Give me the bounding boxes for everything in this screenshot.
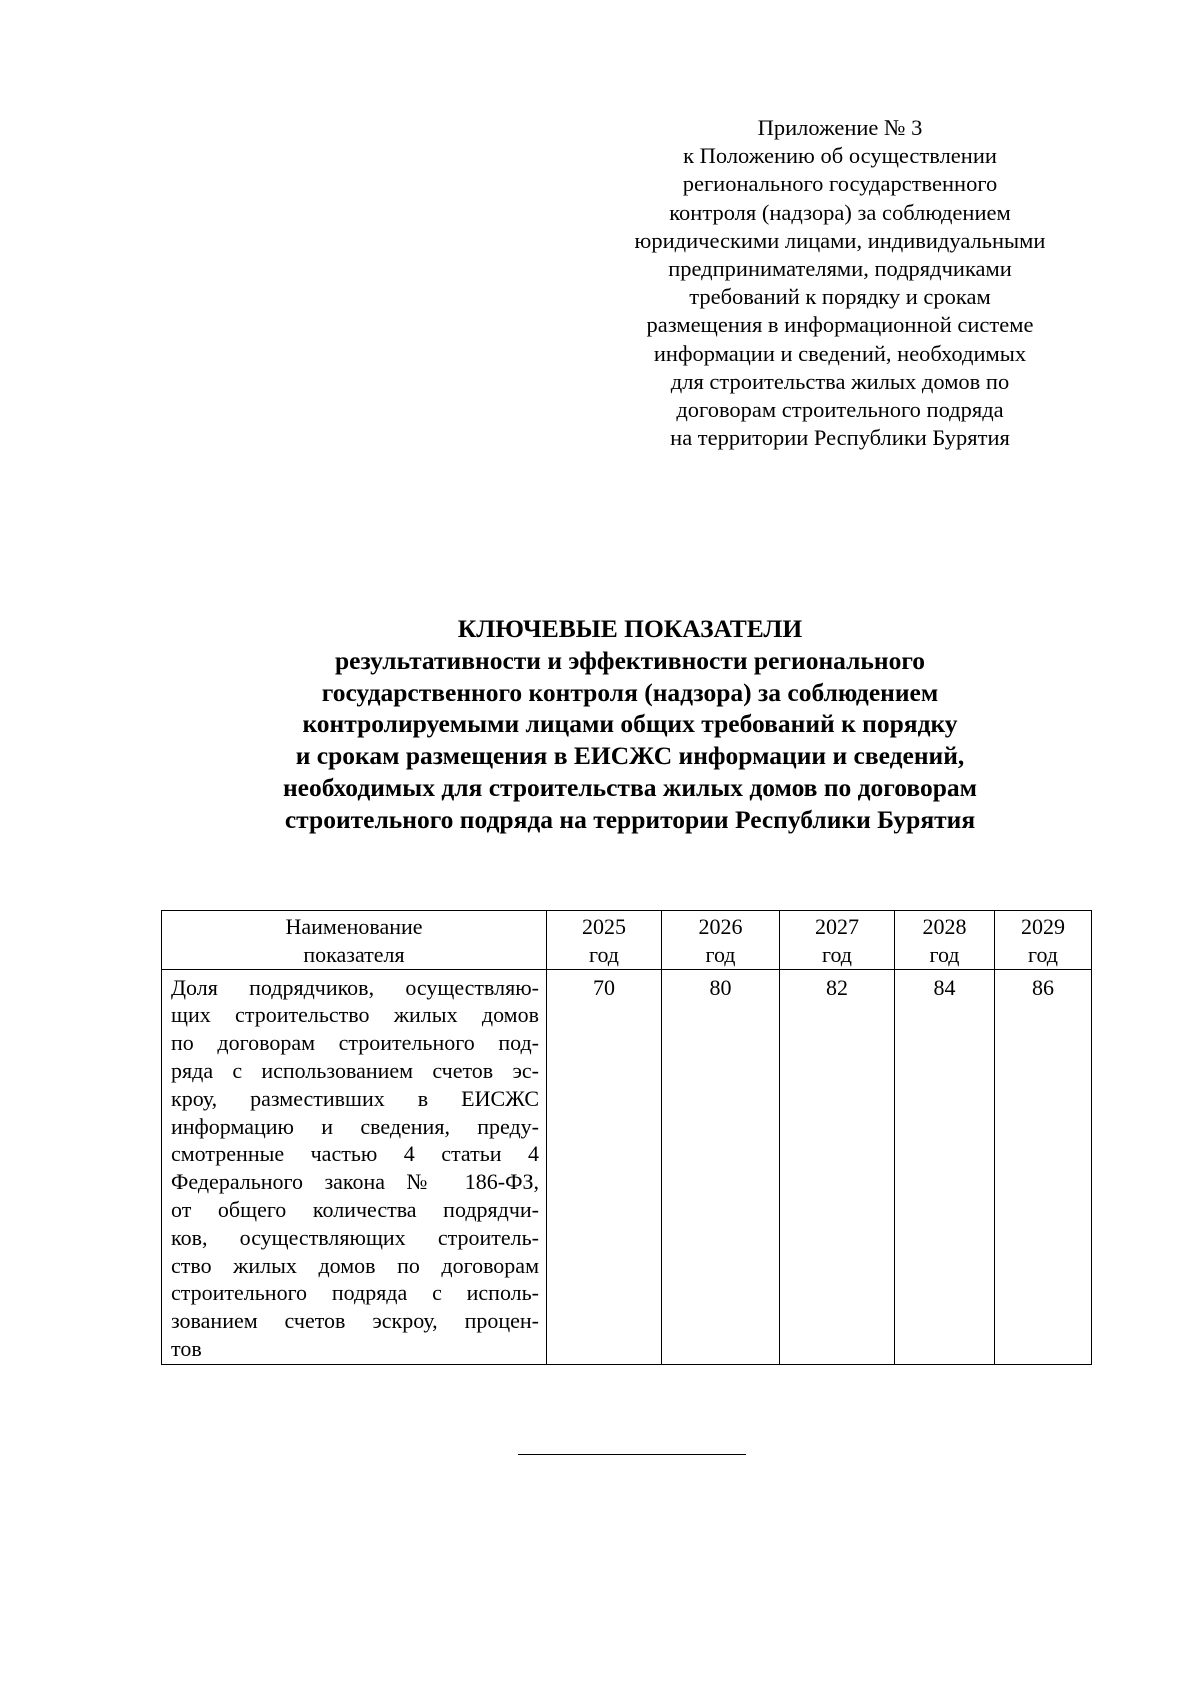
header-year-unit: год <box>705 941 736 967</box>
indicator-name-line: кроу, разместивших в ЕИСЖС <box>171 1085 539 1111</box>
header-text: Наименование <box>285 914 423 939</box>
header-year: 2025 <box>582 914 626 939</box>
indicator-name-line: информацию и сведения, преду- <box>171 1113 539 1139</box>
indicator-name-line: смотренные частью 4 статьи 4 <box>171 1141 539 1167</box>
header-cell-year <box>895 911 995 970</box>
appendix-line: требований к порядку и срокам <box>689 284 991 310</box>
appendix-line: для строительства жилых домов по <box>670 368 1010 394</box>
indicator-name-line: ство жилых домов по договорам <box>171 1252 539 1278</box>
title-line: необходимых для строительства жилых домов по договорам <box>282 772 978 802</box>
header-year: 2028 <box>922 914 967 939</box>
title-line: контролируемыми лицами общих требований к порядку <box>302 709 958 739</box>
title-line: КЛЮЧЕВЫЕ ПОКАЗАТЕЛИ <box>457 614 803 643</box>
title-line: результативности и эффективности регионального <box>334 645 926 675</box>
appendix-line: размещения в информационной системе <box>646 312 1034 338</box>
header-cell-name <box>162 911 547 970</box>
appendix-line: договорам строительного подряда <box>676 397 1004 423</box>
header-year: 2027 <box>815 914 859 939</box>
value-cell-2029: 86 <box>995 969 1092 1364</box>
header-year-unit: год <box>588 941 620 967</box>
indicator-name-line: щих строительство жилых домов <box>171 1002 539 1028</box>
indicator-name-line: зованием счетов эскроу, процен- <box>171 1308 539 1334</box>
table-row <box>162 969 1092 1364</box>
indicator-name-cell <box>162 969 547 1364</box>
header-cell-year <box>547 911 662 970</box>
header-year: 2026 <box>698 914 743 939</box>
appendix-header <box>610 114 1070 452</box>
indicator-name-line: ков, осуществляющих строитель- <box>171 1224 539 1250</box>
title-line: и срокам размещения в ЕИСЖС информации и сведений, <box>295 741 965 771</box>
appendix-line: контроля (надзора) за соблюдением <box>669 199 1011 225</box>
value-cell-2026: 80 <box>662 969 780 1364</box>
title-line: государственного контроля (надзора) за соблюдением <box>321 677 939 707</box>
table-header-row <box>162 911 1092 970</box>
appendix-line: предпринимателями, подрядчиками <box>668 256 1012 282</box>
indicator-name-line: по договорам строительного под- <box>171 1030 539 1056</box>
appendix-line: юридическими лицами, индивидуальными <box>634 227 1046 253</box>
header-year-unit: год <box>1027 941 1059 967</box>
header-year-unit: год <box>929 941 960 967</box>
header-cell-year <box>662 911 780 970</box>
appendix-line: информации и сведений, необходимых <box>653 340 1027 366</box>
indicator-name-line: ряда с использованием счетов эс- <box>171 1057 539 1083</box>
header-cell-year <box>780 911 895 970</box>
appendix-line: на территории Республики Бурятия <box>670 425 1010 451</box>
appendix-line: регионального государственного <box>682 171 998 197</box>
title-line: строительного подряда на территории Республики Бурятия <box>284 804 976 834</box>
indicator-name-line: от общего количества подрядчи- <box>171 1196 539 1222</box>
document-title <box>160 613 1100 836</box>
value-cell-2025: 70 <box>547 969 662 1364</box>
value-cell-2027: 82 <box>780 969 895 1364</box>
appendix-line: к Положению об осуществлении <box>683 143 997 169</box>
header-year-unit: год <box>821 941 853 967</box>
indicator-name-line: Федерального закона № 186-ФЗ, <box>171 1169 539 1195</box>
header-cell-year <box>995 911 1092 970</box>
closing-separator-line <box>518 1454 746 1455</box>
value-cell-2028: 84 <box>895 969 995 1364</box>
indicator-name-line: строительного подряда с исполь- <box>171 1280 539 1306</box>
indicator-name-line: Доля подрядчиков, осуществляю- <box>171 974 539 1000</box>
appendix-line: Приложение № 3 <box>757 115 923 140</box>
header-text: показателя <box>303 941 405 967</box>
indicator-name-line: тов <box>171 1335 202 1361</box>
header-year: 2029 <box>1021 914 1065 939</box>
indicators-table <box>161 910 1092 1365</box>
indicators-table-wrapper <box>161 910 1092 1365</box>
